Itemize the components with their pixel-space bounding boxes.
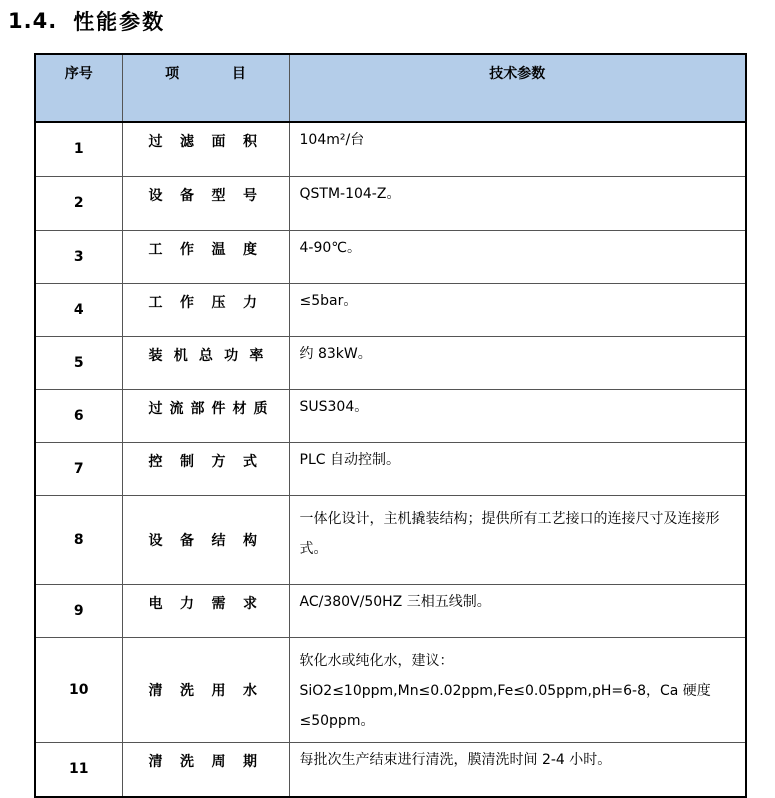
row-no: 1 xyxy=(35,122,122,176)
section-heading xyxy=(8,4,165,38)
table-row xyxy=(35,442,746,495)
row-item xyxy=(122,389,289,442)
row-item-label: 装 机 总 功 率 xyxy=(148,347,264,364)
row-no: 10 xyxy=(35,637,122,742)
table-row xyxy=(35,584,746,637)
row-no: 11 xyxy=(35,742,122,797)
row-spec: QSTM-104-Z。 xyxy=(289,176,746,230)
row-item xyxy=(122,584,289,637)
table-row xyxy=(35,389,746,442)
header-item xyxy=(122,54,289,122)
row-no: 9 xyxy=(35,584,122,637)
section-title: 性能参数 xyxy=(73,10,166,34)
row-item-label: 电 力 需 求 xyxy=(148,595,257,612)
row-item xyxy=(122,283,289,336)
row-spec: 约 83kW。 xyxy=(289,336,746,389)
row-no: 6 xyxy=(35,389,122,442)
row-item xyxy=(122,336,289,389)
header-spec: 技术参数 xyxy=(289,54,746,122)
row-spec: 4-90℃。 xyxy=(289,230,746,283)
table-row xyxy=(35,230,746,283)
table-row xyxy=(35,336,746,389)
row-item xyxy=(122,495,289,584)
row-spec: ≤5bar。 xyxy=(289,283,746,336)
table-row xyxy=(35,637,746,742)
table-row xyxy=(35,283,746,336)
row-spec: SUS304。 xyxy=(289,389,746,442)
row-item-label: 过 流 部 件 材 质 xyxy=(148,400,268,417)
row-item xyxy=(122,637,289,742)
section-number: 1.4. xyxy=(8,9,58,33)
row-no: 7 xyxy=(35,442,122,495)
row-item-label: 设 备 结 构 xyxy=(148,532,257,549)
table-header-row xyxy=(35,54,746,122)
row-item xyxy=(122,230,289,283)
row-item xyxy=(122,122,289,176)
row-no: 2 xyxy=(35,176,122,230)
row-item-label: 工 作 压 力 xyxy=(148,294,257,311)
row-item-label: 清 洗 用 水 xyxy=(148,682,257,699)
row-item xyxy=(122,442,289,495)
table-row xyxy=(35,176,746,230)
row-no: 3 xyxy=(35,230,122,283)
row-spec: PLC 自动控制。 xyxy=(289,442,746,495)
row-item-label: 工 作 温 度 xyxy=(148,241,257,258)
row-item-label: 过 滤 面 积 xyxy=(148,134,257,150)
row-spec: AC/380V/50HZ 三相五线制。 xyxy=(289,584,746,637)
row-item-label: 控 制 方 式 xyxy=(148,453,257,470)
spec-table xyxy=(34,53,747,798)
row-no: 4 xyxy=(35,283,122,336)
header-item-label: 项 目 xyxy=(165,66,270,82)
row-spec: 每批次生产结束进行清洗，膜清洗时间 2-4 小时。 xyxy=(289,742,746,797)
row-item-label: 清 洗 周 期 xyxy=(148,753,257,770)
row-spec: 104m²/台 xyxy=(289,122,746,176)
table-row xyxy=(35,122,746,176)
row-no: 8 xyxy=(35,495,122,584)
row-item-label: 设 备 型 号 xyxy=(148,187,257,204)
table-row xyxy=(35,495,746,584)
header-no: 序号 xyxy=(35,54,122,122)
row-item xyxy=(122,176,289,230)
row-spec: 软化水或纯化水，建议：SiO2≤10ppm,Mn≤0.02ppm,Fe≤0.05ppm,pH=6-8，Ca 硬度≤50ppm。 xyxy=(289,637,746,742)
row-spec: 一体化设计，主机撬装结构；提供所有工艺接口的连接尺寸及连接形式。 xyxy=(289,495,746,584)
row-no: 5 xyxy=(35,336,122,389)
